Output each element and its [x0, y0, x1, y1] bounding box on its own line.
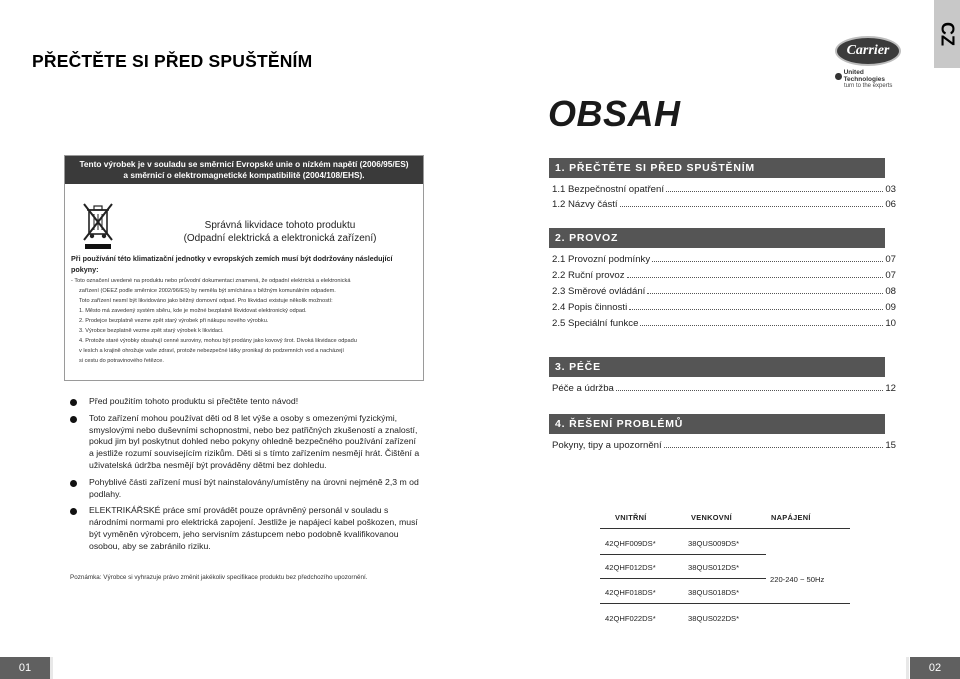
table-cell-outdoor: 38QUS012DS* — [688, 563, 740, 572]
bullet-item: Před použitím tohoto produktu si přečtěte tento návod! — [70, 396, 420, 408]
table-cell-indoor: 42QHF018DS* — [605, 588, 656, 597]
weee-notice-box — [64, 155, 424, 381]
footnote: Poznámka: Výrobce si vyhrazuje právo změnit jakékoliv specifikace produktu bez předchozího upozornění. — [70, 574, 368, 581]
table-cell-indoor: 42QHF012DS* — [605, 563, 656, 572]
crossed-bin-icon — [81, 200, 115, 250]
table-cell-indoor: 42QHF022DS* — [605, 614, 656, 623]
logo-tagline: turn to the experts — [844, 83, 893, 89]
safety-bullets — [70, 396, 420, 558]
table-rule — [600, 603, 850, 604]
toc-item[interactable]: Péče a údržba 12 — [552, 383, 896, 394]
table-rule — [600, 578, 766, 579]
table-cell-outdoor: 38QUS018DS* — [688, 588, 740, 597]
toc-section-3[interactable]: 3. PÉČE — [549, 357, 885, 377]
notice-paragraph: Toto zařízení nesmí být likvidováno jako běžný domovní odpad. Pro likvidaci existuje několik možností: — [79, 298, 333, 304]
table-cell-outdoor: 38QUS022DS* — [688, 614, 740, 623]
toc-section-2[interactable]: 2. PROVOZ — [549, 228, 885, 248]
notice-option: 2. Prodejce bezplatně vezme zpět starý výrobek při nákupu nového výrobku. — [79, 318, 269, 324]
bullet-item: Pohyblivé části zařízení musí být nainstalovány/umístěny na úrovni nejméně 2,3 m od podlahy. — [70, 477, 420, 501]
notice-subtitle-line2: (Odpadní elektrická a elektronická zařízení) — [183, 233, 377, 244]
table-rule — [600, 554, 766, 555]
table-header-power: NAPÁJENÍ — [771, 513, 811, 522]
notice-option: 3. Výrobce bezplatně vezme zpět starý výrobek k likvidaci. — [79, 328, 224, 334]
toc-title: OBSAH — [548, 93, 681, 134]
page-number-right: 02 — [910, 657, 960, 679]
toc-item[interactable]: 2.3 Směrové ovládání 08 — [552, 286, 896, 297]
toc-item[interactable]: 2.1 Provozní podmínky 07 — [552, 254, 896, 265]
toc-item[interactable]: 2.5 Speciální funkce 10 — [552, 318, 896, 329]
bullet-item: ELEKTRIKÁŘSKÉ práce smí provádět pouze oprávněný personál v souladu s národními normami pro elektrická zapojení. Jestliže je napájecí kabel poškozen, musí být vyměněn výrobcem, jeho servisním zástupcem nebo podobně kvalifikovanou osobou, aby se zabránilo riziku. — [70, 505, 420, 552]
page-number-left: 01 — [0, 657, 50, 679]
language-tab — [934, 0, 960, 68]
table-cell-indoor: 42QHF009DS* — [605, 539, 656, 548]
notice-paragraph: - Toto označení uvedené na produktu nebo průvodní dokumentaci znamená, že odpadní elektrická a elektronická — [71, 278, 351, 284]
notice-subtitle-line1: Správná likvidace tohoto produktu — [204, 220, 356, 231]
footer-strip — [906, 657, 909, 679]
notice-option: v lesích a krajině ohrožuje vaše zdraví, protože nebezpečné látky pronikají do podzemních vod a nacházejí — [79, 348, 344, 354]
toc-section-1[interactable]: 1. PŘEČTĚTE SI PŘED SPUŠTĚNÍM — [549, 158, 885, 178]
table-cell-power: 220-240 ~ 50Hz — [770, 575, 825, 584]
page-title: PŘEČTĚTE SI PŘED SPUŠTĚNÍM — [32, 51, 313, 71]
table-header-indoor: VNITŘNÍ — [615, 513, 647, 522]
table-rule — [600, 528, 850, 529]
notice-subtitle — [135, 219, 425, 245]
notice-paragraph: zařízení (OEEZ podle směrnice 2002/96/ES) by neměla být smíchána s běžným komunálním odpadem. — [79, 288, 336, 294]
toc-item[interactable]: 2.4 Popis činnosti 09 — [552, 302, 896, 313]
notice-header-line2: a směrnicí o elektromagnetické kompatibilitě (2004/108/EHS). — [123, 170, 365, 180]
toc-section-4[interactable]: 4. ŘEŠENÍ PROBLÉMŮ — [549, 414, 885, 434]
notice-header-line1: Tento výrobek je v souladu se směrnicí Evropské unie o nízkém napětí (2006/95/ES) — [79, 159, 409, 169]
carrier-logo — [835, 36, 903, 88]
table-cell-outdoor: 38QUS009DS* — [688, 539, 740, 548]
footer-strip — [50, 657, 53, 679]
bullet-item: Toto zařízení mohou používat děti od 8 let výše a osoby s omezenými fyzickými, smyslovými nebo duševními schopnostmi, nebo bez patřičných zkušeností a znalostí, pokud jim byl poskytnut dohled nebo pokyny ohledně bezpečného používání zařízení a jestliže rozumí souvisejícím rizikům. Děti si s tímto zařízením nesmějí hrát. Čištění a uživatelská údržba nesmějí být prováděny dětmi bez dohledu. — [70, 413, 420, 472]
toc-item[interactable]: 1.1 Bezpečnostní opatření 03 — [552, 184, 896, 195]
notice-option: 4. Protože staré výrobky obsahují cenné suroviny, mohou být prodány jako kovový šrot. Divoká likvidace odpadu — [79, 338, 357, 344]
notice-option: 1. Město má zavedený systém sběru, kde je možné bezplatně likvidovat elektronický odpad. — [79, 308, 307, 314]
notice-lead: Při používání této klimatizační jednotky v evropských zemích musí být dodržovány následující pokyny: — [71, 254, 393, 274]
toc-item[interactable]: Pokyny, tipy a upozornění 15 — [552, 440, 896, 451]
ut-globe-icon — [835, 73, 842, 80]
language-code: CZ — [937, 22, 958, 46]
logo-company: United Technologies — [835, 69, 903, 83]
toc-item[interactable]: 2.2 Ruční provoz 07 — [552, 270, 896, 281]
toc-item[interactable]: 1.2 Názvy částí 06 — [552, 199, 896, 210]
notice-header — [65, 156, 423, 184]
table-header-outdoor: VENKOVNÍ — [691, 513, 733, 522]
notice-option: si cestu do potravinového řetězce. — [79, 358, 164, 364]
notice-body — [71, 253, 416, 367]
logo-brand: Carrier — [835, 36, 901, 66]
